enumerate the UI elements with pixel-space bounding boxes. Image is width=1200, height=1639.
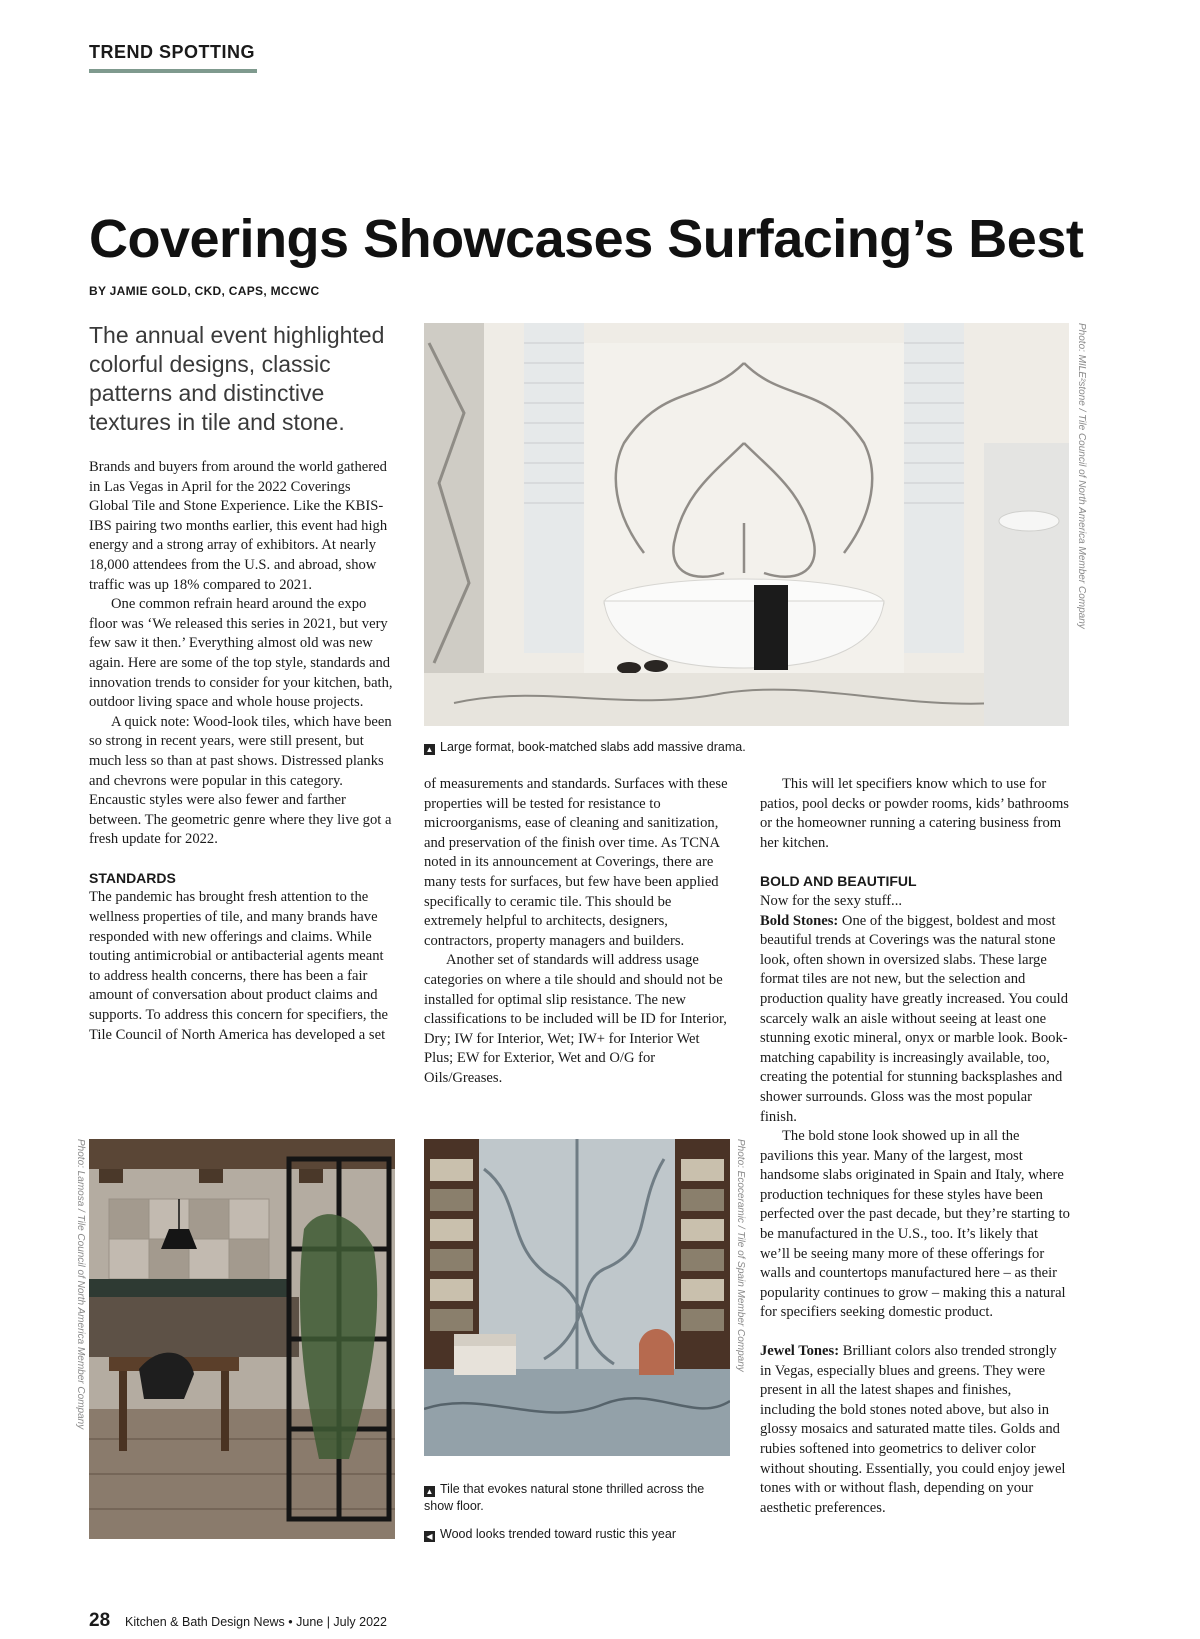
standards-paragraph-1-cont: of measurements and standards. Surfaces with these properties will be tested for resistance to microorganisms, ease of cleaning and sanitization, and preservation of the finish over time. As TCNA noted in its announcement at Coverings, there are many tests for surfaces, but few have been applied specifically to ceramic tile. This should be extremely helpful to architects, designers, contractors, property managers and builders. [424, 776, 728, 949]
bold-intro: Now for the sexy stuff... [760, 892, 902, 909]
stone-photo-art [424, 1139, 730, 1456]
jewel-tones-text: Brilliant colors also trended strongly in Vegas, especially blues and greens. They were present in all the latest shapes and finishes, including the bold stones noted above, but also in glossy mosaics and saturated matte tiles. Golds and rubies softened into geometrics to deliver color without shouting. Essentially, you could enjoy jewel tones with or without flash, depending on your aesthetic preferences. [760, 1343, 1066, 1516]
kitchen-photo-caption [424, 1526, 676, 1543]
column-3 [760, 775, 1070, 1518]
section-rule [89, 69, 257, 73]
arrow-up-icon: ▲ [425, 745, 434, 754]
arrow-up-icon: ▲ [425, 1487, 434, 1496]
headline: Coverings Showcases Surfacing’s Best [89, 209, 1084, 269]
bathroom-photo-caption [424, 739, 746, 756]
standards-heading: STANDARDS [89, 869, 176, 886]
stone-caption-text: Tile that evokes natural stone thrilled across the show floor. [424, 1482, 705, 1513]
bold-stones-text: One of the biggest, boldest and most beautiful trends at Coverings was the natural stone look, often shown in oversized slabs. These large format tiles are not new, but the selection and production quality have greatly increased. You could scarcely walk an aisle without seeing at least one stunning exotic mineral, onyx or marble look. Book-matching capability is increasingly available, too, creating the potential for stunning backsplashes and shower surrounds. Gloss was the most popular finish. [760, 912, 1069, 1125]
page-number: 28 [89, 1610, 111, 1631]
publication-info: Kitchen & Bath Design News • June | July 2022 [125, 1615, 387, 1629]
stone-photo-credit: Photo: Ecoceramic / Tile of Spain Member Company [735, 1139, 746, 1372]
bathroom-photo-credit: Photo: MILE²stone / Tile Council of North America Member Company [1076, 323, 1087, 629]
bathroom-photo [424, 323, 1069, 726]
kitchen-photo-art [89, 1139, 395, 1539]
standards-paragraph-3: This will let specifiers know which to use for patios, pool decks or powder rooms, kids’ bathrooms or the homeowner running a catering business from her kitchen. [760, 776, 1069, 851]
bold-heading: BOLD AND BEAUTIFUL [760, 873, 917, 890]
kitchen-photo [89, 1139, 395, 1539]
deck: The annual event highlighted colorful designs, classic patterns and distinctive textures in tile and stone. [89, 322, 385, 435]
standards-paragraph-1: The pandemic has brought fresh attention to the wellness properties of tile, and many brands have responded with new offerings and claims. While touting antimicrobial or antibacterial agents meant to address health concerns, there has been a fair amount of conversation about product claims and supports. To address this concern for specifiers, the Tile Council of North America has developed a set [89, 889, 389, 1043]
intro-paragraph-2: One common refrain heard around the expo floor was ‘We released this series in 2021, but very few saw it then.’ Everything almost old was new again. Here are some of the top style, standards and innovation trends to consider for your kitchen, bath, outdoor living space and whole house projects. [89, 596, 393, 711]
intro-paragraph-1: Brands and buyers from around the world gathered in Las Vegas in April for the 2022 Coverings Global Tile and Stone Experience. Like the KBIS-IBS pairing two months earlier, this event had high energy and a strong array of exhibitors. At nearly 18,000 attendees from the U.S. and abroad, show traffic was up 18% compared to 2021. [89, 459, 388, 593]
section-label: TREND SPOTTING [89, 42, 256, 62]
intro-paragraph-3: A quick note: Wood-look tiles, which have been so strong in recent years, were still present, but much less so than at past shows. Distressed planks and chevrons were popular in this category. Encaustic styles were also fewer and farther between. The geometric genre where they live got a fresh update for 2022. [89, 713, 392, 848]
byline: BY JAMIE GOLD, CKD, CAPS, MCCWC [89, 284, 320, 298]
standards-paragraph-2: Another set of standards will address usage categories on where a tile should and should not be installed for optimal slip resistance. The new classifications to be included will be ID for Interior, Dry; IW for Interior, Wet; IW+ for Interior Wet Plus; EW for Exterior, Wet and O/G for Oils/Greases. [424, 952, 727, 1086]
bold-stones-paragraph-2: The bold stone look showed up in all the pavilions this year. Many of the largest, most handsome slabs originated in Spain and Italy, where production techniques for these styles have been perfected over the past decade, but they’re starting to be manufactured in the U.S., too. It’s likely that we’ll be seeing many more of these offerings for walls and countertops manufactured here – as their popularity continues to grow – making this a natural for specifiers seeking domestic product. [760, 1128, 1070, 1321]
stone-photo-caption [424, 1481, 730, 1515]
kitchen-photo-credit: Photo: Lamosa / Tile Council of North America Member Company [75, 1139, 86, 1430]
bathroom-photo-art [424, 323, 1069, 726]
bathroom-caption-text: Large format, book-matched slabs add massive drama. [440, 740, 746, 754]
jewel-tones-label: Jewel Tones: [760, 1343, 840, 1360]
bold-stones-label: Bold Stones: [760, 912, 839, 929]
column-2 [424, 775, 731, 1089]
bold-stones-paragraph [760, 912, 1070, 1128]
arrow-left-icon: ◀ [424, 1531, 435, 1542]
stone-photo [424, 1139, 730, 1456]
column-1 [89, 458, 393, 1045]
jewel-tones-paragraph [760, 1342, 1070, 1518]
kitchen-caption-text: Wood looks trended toward rustic this year [440, 1527, 676, 1541]
